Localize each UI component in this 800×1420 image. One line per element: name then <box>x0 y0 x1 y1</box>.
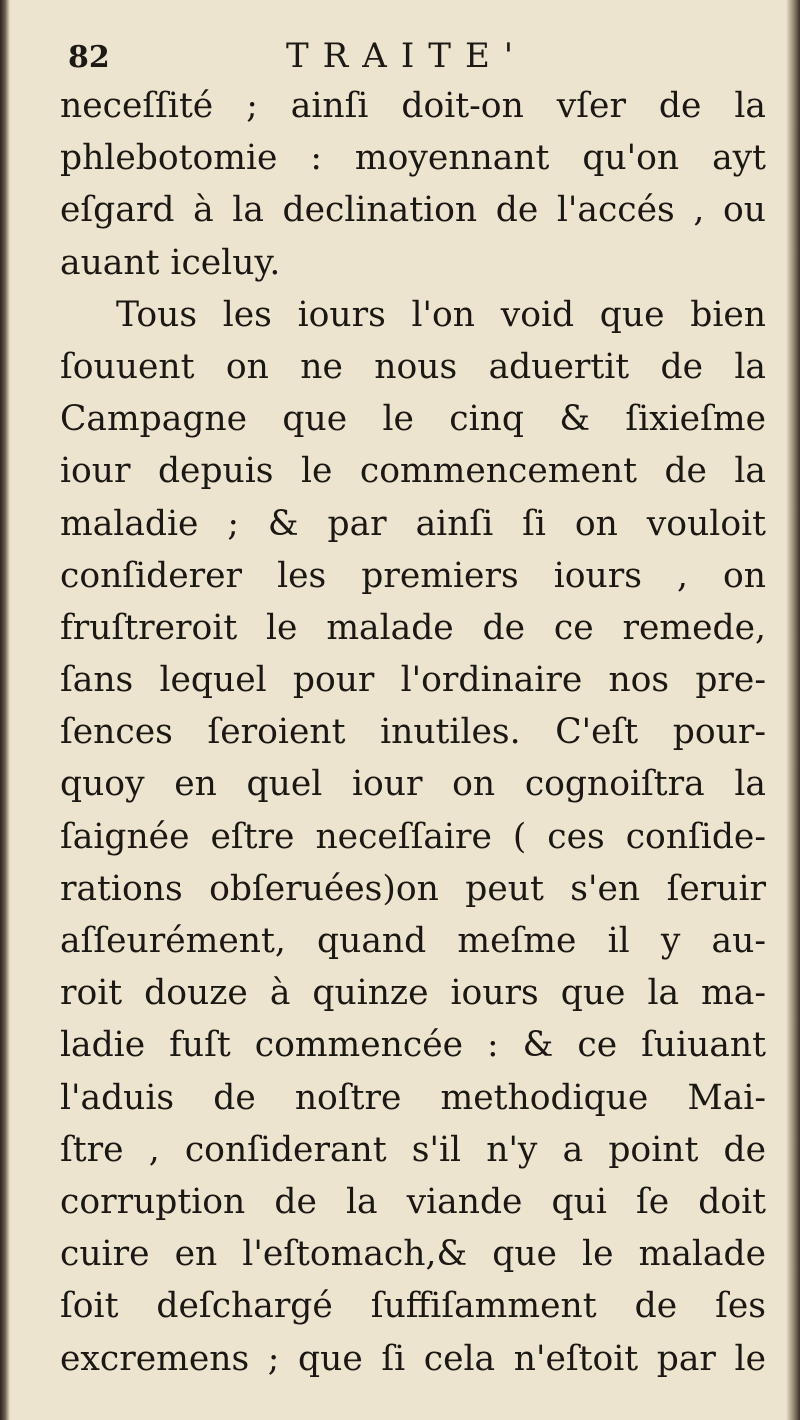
text-line: phlebotomie : moyennant qu'on ayt <box>60 138 766 179</box>
text-line: neceſſité ; ainſi doit-on vſer de la <box>60 86 766 126</box>
text-line: rations obſeruées)on peut s'en ſeruir <box>60 868 766 909</box>
page-header <box>68 36 760 84</box>
text-line: ſoit deſchargé ſuffiſamment de ſes <box>60 1286 766 1327</box>
text-line: ſtre , conſiderant s'il n'y a point de <box>60 1129 766 1170</box>
text-line: Campagne que le cinq & ſixieſme <box>60 399 766 440</box>
text-line: ſaignée eſtre neceſſaire ( ces conſide- <box>60 816 766 857</box>
text-line: l'aduis de noſtre methodique Mai- <box>60 1077 766 1118</box>
text-line: Tous les iours l'on void que bien <box>116 294 766 335</box>
text-line: conſiderer les premiers iours , on <box>60 555 766 596</box>
text-line: quoy en quel iour on cognoiſtra la <box>60 764 766 805</box>
body-text <box>60 80 766 1385</box>
text-line: roit douze à quinze iours que la ma- <box>60 973 766 1014</box>
text-line: auant iceluy. <box>60 242 281 283</box>
text-line: aſſeurément, quand meſme il y au- <box>60 921 766 961</box>
text-line: ſouuent on ne nous aduertit de la <box>60 346 766 387</box>
text-line: corruption de la viande qui ſe doit <box>60 1181 766 1222</box>
text-line: cuire en l'eſtomach,& que le malade <box>60 1234 766 1275</box>
text-line: iour depuis le commencement de la <box>60 451 766 492</box>
text-line: maladie ; & par ainſi ſi on vouloit <box>60 503 766 544</box>
text-line: eſgard à la declination de l'accés , ou <box>60 190 766 231</box>
text-line: excremens ; que ſi cela n'eſtoit par le <box>60 1338 766 1379</box>
text-line: ſans lequel pour l'ordinaire nos pre- <box>60 660 766 701</box>
text-line: ſences ſeroient inutiles. C'eſt pour- <box>60 712 766 753</box>
running-head: TRAITE' <box>286 36 528 76</box>
page-number: 82 <box>68 40 110 75</box>
text-line: ladie fuſt commencée : & ce ſuiuant <box>60 1025 766 1066</box>
text-line: fruſtreroit le malade de ce remede, <box>60 607 766 648</box>
